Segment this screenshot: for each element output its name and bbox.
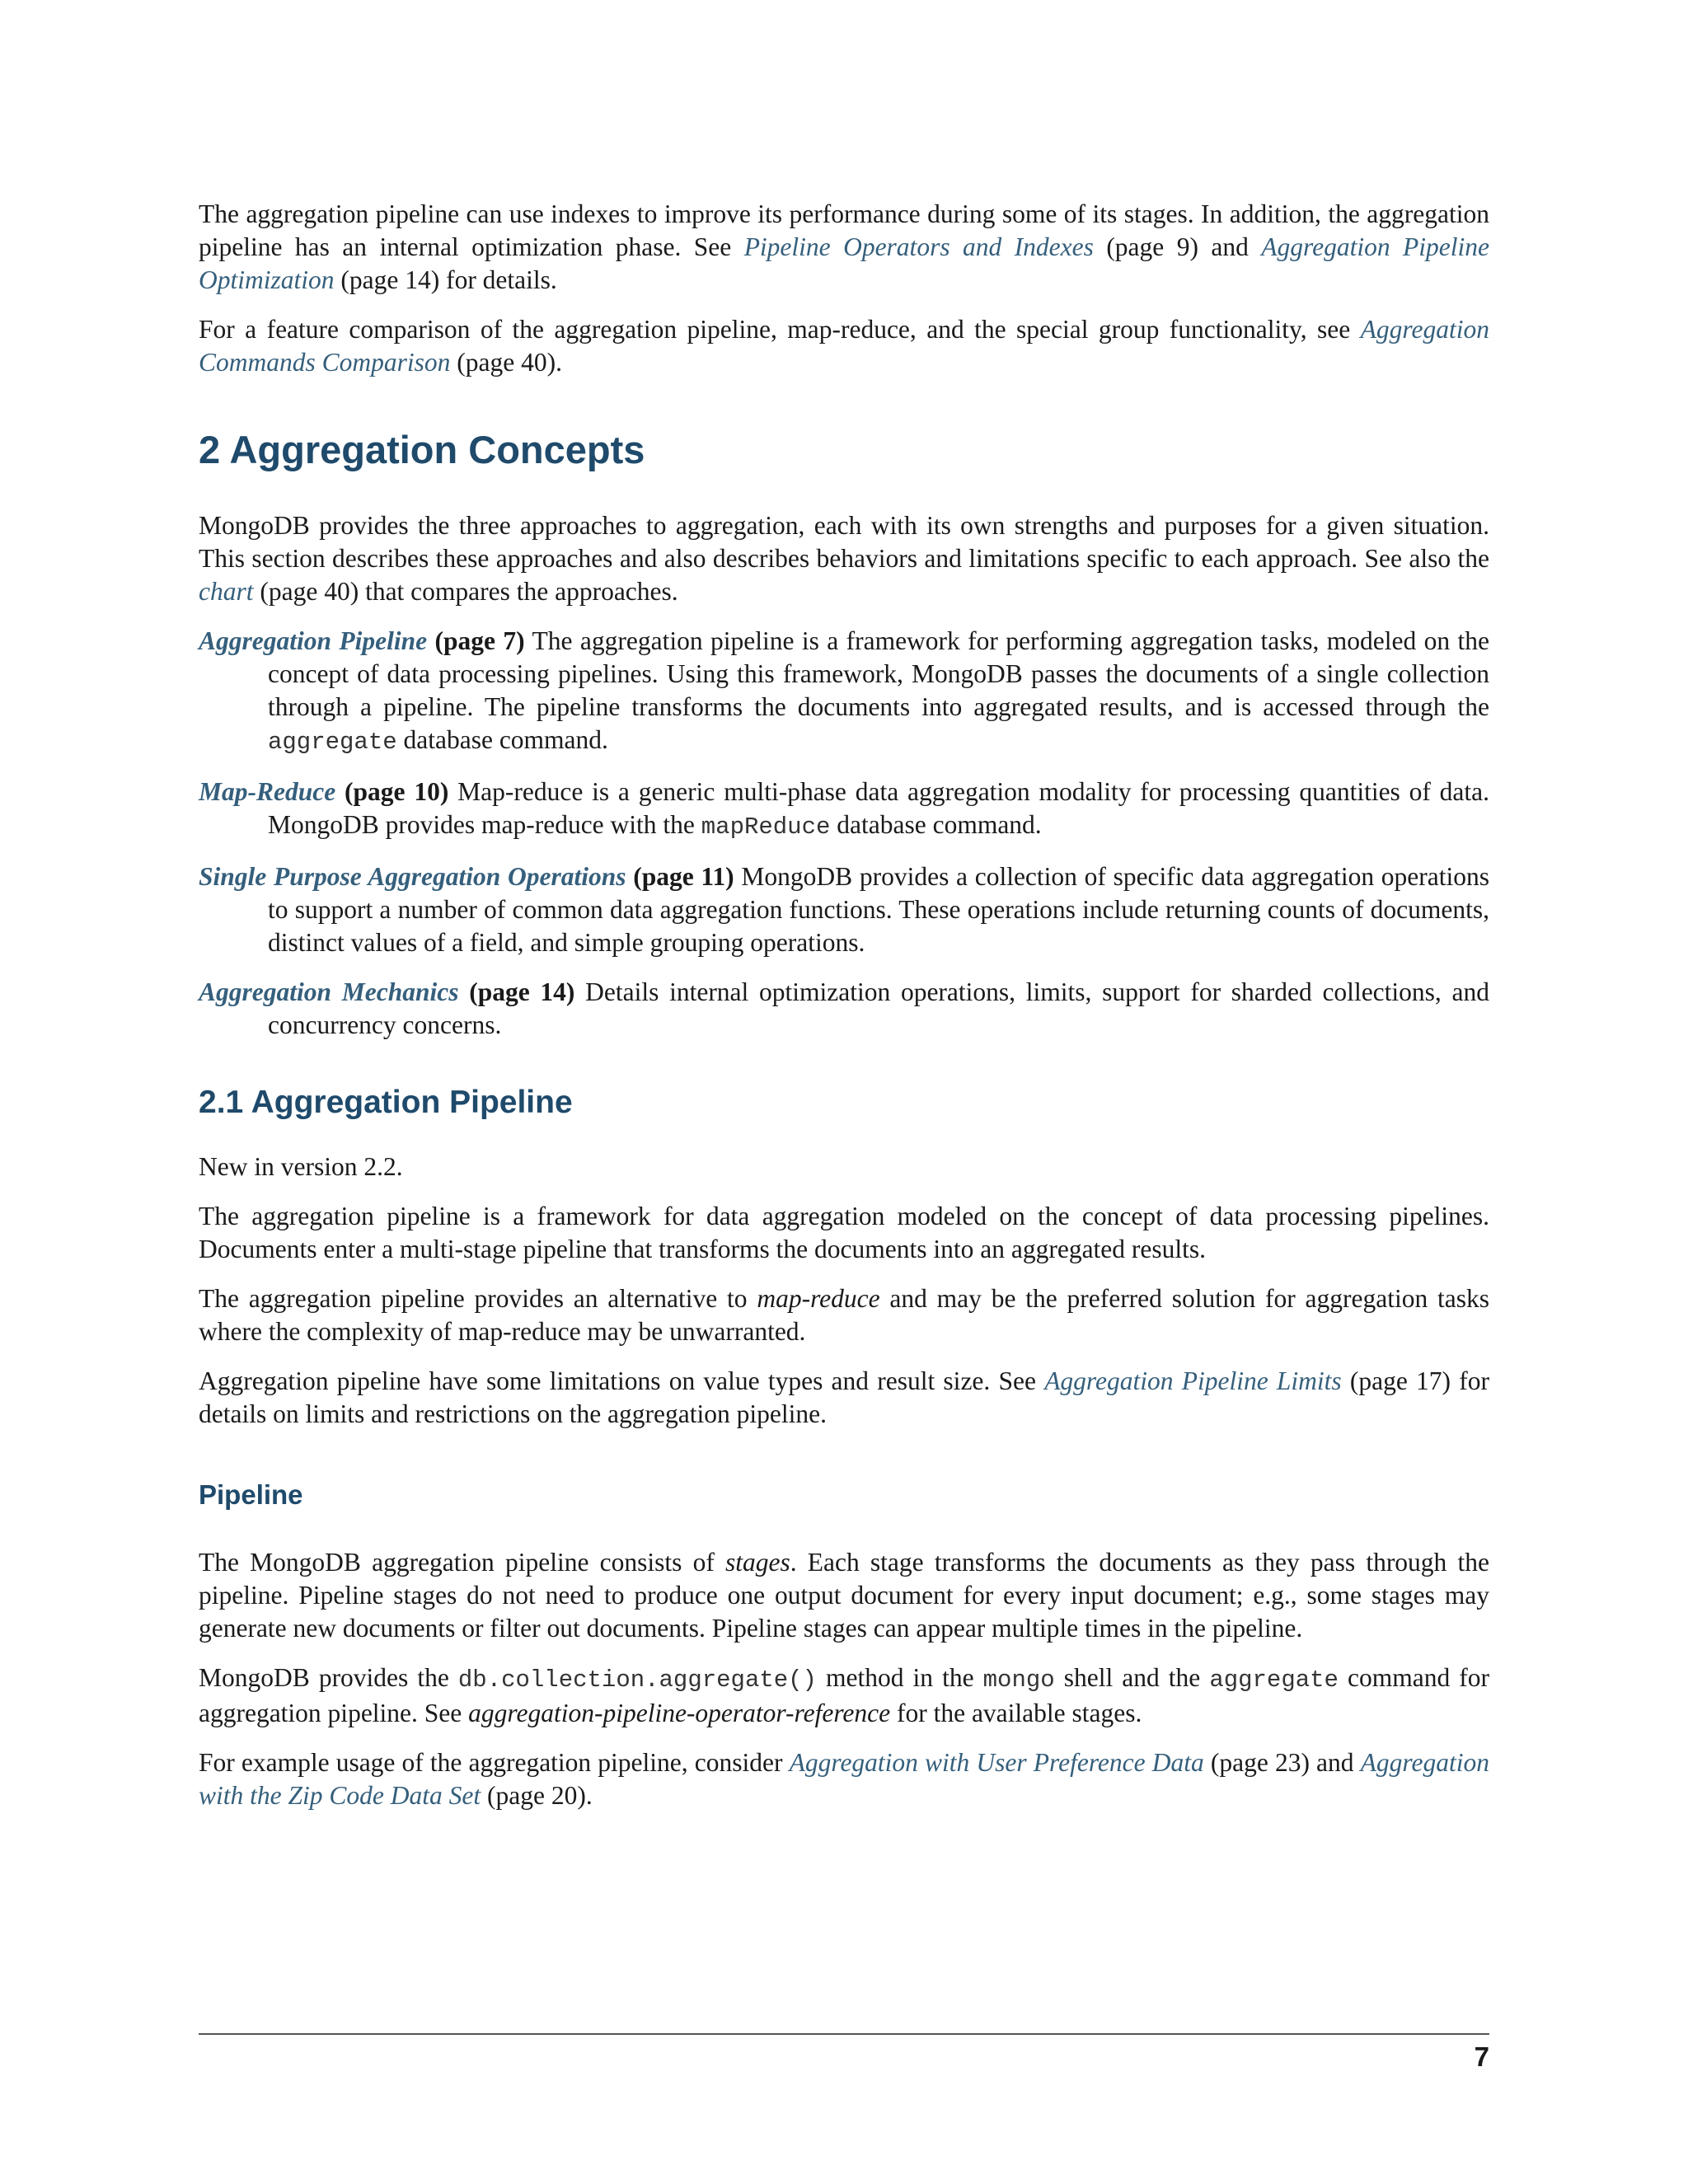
stages-paragraph xyxy=(199,1546,1489,1645)
pipeline-intro-paragraph: The aggregation pipeline is a framework for data aggregation modeled on the concept of data processing pipelines. Documents enter a multi-stage pipeline that transforms the documents into an aggregated results. xyxy=(199,1202,1489,1263)
text-run: Aggregation pipeline have some limitations on value types and result size. See xyxy=(199,1366,1045,1395)
emphasis-operator-reference: aggregation-pipeline-operator-reference xyxy=(468,1699,891,1727)
definition-item-aggregation-mechanics xyxy=(199,976,1489,1042)
code-db-collection-aggregate: db.collection.aggregate() xyxy=(457,1666,817,1694)
definition-text: Map-reduce is a generic multi-phase data aggregation modality for processing quantities of data. MongoDB provides map-reduce with the xyxy=(268,777,1489,839)
text-run: MongoDB provides the three approaches to aggregation, each with its own strengths and purposes for a given situation. This section describes these approaches and also describes behaviors and limitations specific to each approach. See also the xyxy=(199,511,1489,573)
text-run: shell and the xyxy=(1054,1663,1210,1692)
code-aggregate-command: aggregate xyxy=(1209,1666,1339,1694)
link-pipeline-operators-and-indexes[interactable]: Pipeline Operators and Indexes xyxy=(743,232,1094,261)
text-run: and may be the preferred solution for aggregation tasks where the complexity of map-reduce may be unwarranted. xyxy=(199,1284,1490,1346)
definition-item-aggregation-pipeline xyxy=(199,625,1489,759)
definition-text: Details internal optimization operations, limits, support for sharded collections, and concurrency concerns. xyxy=(268,977,1489,1039)
text-run: (page 40). xyxy=(450,348,562,377)
subsubsection-heading-pipeline: Pipeline xyxy=(199,1479,303,1510)
link-aggregation-mechanics[interactable]: Aggregation Mechanics xyxy=(199,977,459,1006)
concepts-paragraph xyxy=(199,509,1489,608)
subsection-heading-aggregation-pipeline: 2.1 Aggregation Pipeline xyxy=(199,1085,573,1120)
text-run: (page 40) that compares the approaches. xyxy=(253,577,678,606)
code-aggregate: aggregate xyxy=(268,729,397,756)
intro-paragraph-1 xyxy=(199,198,1489,297)
text-run: for the available stages. xyxy=(890,1699,1142,1727)
text-run: command for aggregation pipeline. See xyxy=(199,1663,1489,1727)
page-reference: (page 7) xyxy=(427,626,525,655)
section-heading-aggregation-concepts: 2 Aggregation Concepts xyxy=(199,428,645,471)
definition-item-single-purpose xyxy=(199,860,1489,959)
text-run: For a feature comparison of the aggregation pipeline, map-reduce, and the special group functionality, see xyxy=(199,315,1361,344)
text-run: (page 9) and xyxy=(1093,232,1262,261)
text-run: MongoDB provides the xyxy=(199,1663,458,1692)
page-number: 7 xyxy=(1474,2041,1489,2072)
link-aggregation-commands-comparison[interactable]: Aggregation Commands Comparison xyxy=(199,315,1489,377)
limitations-paragraph xyxy=(199,1365,1489,1431)
definition-text: The aggregation pipeline is a framework for performing aggregation tasks, modeled on the concept of data processing pipelines. Using this framework, MongoDB passes the documents of a single collection through a pipeline. The pipeline transforms the documents into aggregated results, and is accessed through the xyxy=(268,626,1490,721)
intro-paragraph-2 xyxy=(199,313,1489,379)
text-run: . Each stage transforms the documents as they pass through the pipeline. Pipeline stages do not need to produce one output document for every input document; e.g., some stages may generate new documents or filter out documents. Pipeline stages can appear multiple times in the pipeline. xyxy=(199,1548,1489,1643)
emphasis-map-reduce: map-reduce xyxy=(757,1284,880,1313)
definition-item-map-reduce xyxy=(199,776,1489,844)
code-mapreduce: mapReduce xyxy=(701,813,831,841)
link-aggregation-pipeline[interactable]: Aggregation Pipeline xyxy=(199,626,428,655)
page-reference: (page 10) xyxy=(335,777,449,806)
page-reference: (page 11) xyxy=(626,862,734,891)
definition-text: database command. xyxy=(830,810,1042,839)
text-run: For example usage of the aggregation pipeline, consider xyxy=(199,1748,790,1777)
link-aggregation-with-user-preference-data[interactable]: Aggregation with User Preference Data xyxy=(789,1748,1204,1777)
alternative-paragraph xyxy=(199,1282,1489,1348)
page-reference: (page 14) xyxy=(458,977,575,1006)
link-aggregation-with-zip-code-data-set[interactable]: Aggregation with the Zip Code Data Set xyxy=(199,1748,1489,1810)
footer-divider xyxy=(199,2033,1489,2035)
link-aggregation-pipeline-limits[interactable]: Aggregation Pipeline Limits xyxy=(1044,1366,1342,1395)
text-run: (page 17) for details on limits and restrictions on the aggregation pipeline. xyxy=(199,1366,1489,1428)
definition-text: MongoDB provides a collection of specific data aggregation operations to support a number of common data aggregation functions. These operations include returning counts of documents, distinct values of a field, and simple grouping operations. xyxy=(268,862,1489,957)
text-run: The MongoDB aggregation pipeline consists of xyxy=(199,1548,725,1577)
method-paragraph xyxy=(199,1661,1489,1730)
concepts-definition-list xyxy=(199,625,1489,1042)
text-run: (page 14) for details. xyxy=(334,265,557,294)
version-note: New in version 2.2. xyxy=(199,1152,403,1181)
link-aggregation-pipeline-optimization[interactable]: Aggregation Pipeline Optimization xyxy=(199,232,1489,294)
definition-text: database command. xyxy=(396,725,608,754)
link-map-reduce[interactable]: Map-Reduce xyxy=(199,777,336,806)
text-run: (page 23) and xyxy=(1203,1748,1361,1777)
link-chart[interactable]: chart xyxy=(199,577,254,606)
text-run: The aggregation pipeline provides an alternative to xyxy=(199,1284,757,1313)
text-run: (page 20). xyxy=(481,1781,593,1810)
emphasis-stages: stages xyxy=(724,1548,790,1577)
text-run: The aggregation pipeline can use indexes to improve its performance during some of its stages. In addition, the aggregation pipeline has an internal optimization phase. See xyxy=(199,199,1489,261)
examples-paragraph xyxy=(199,1746,1489,1812)
link-single-purpose-aggregation-operations[interactable]: Single Purpose Aggregation Operations xyxy=(199,862,626,891)
code-mongo: mongo xyxy=(982,1666,1055,1694)
text-run: method in the xyxy=(816,1663,983,1692)
document-page xyxy=(199,198,1489,1829)
